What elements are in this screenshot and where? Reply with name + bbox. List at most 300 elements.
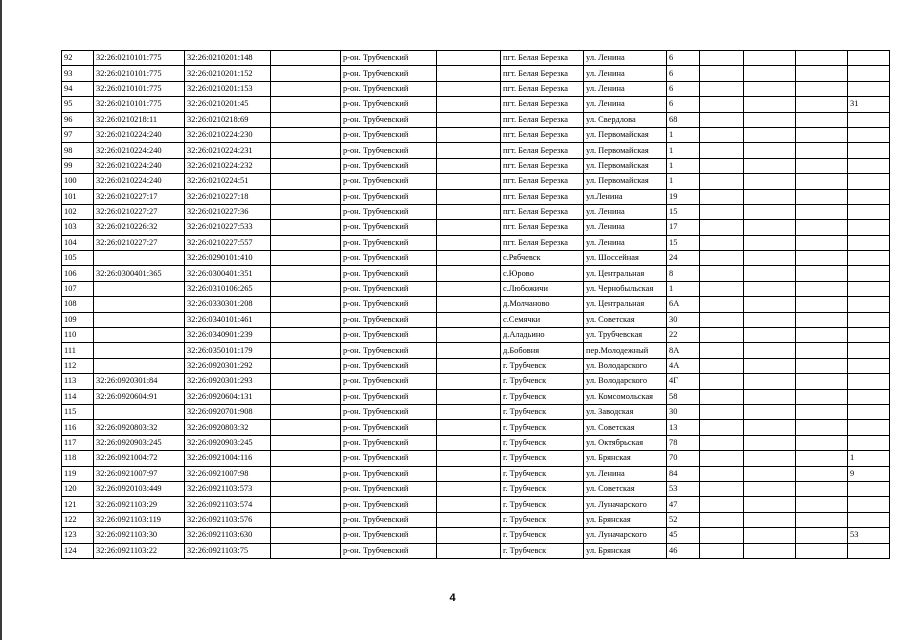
cell-street: ул. Ленина — [584, 220, 667, 235]
cell-settlement: пгт. Белая Березка — [501, 158, 584, 173]
cell-apartment-number — [848, 297, 890, 312]
cell-source-cadastral-number: 32:26:0210224:240 — [94, 127, 185, 142]
cell-district: р-он. Трубчевский — [341, 512, 437, 527]
cell-blank-col-a — [271, 66, 341, 81]
cell-blank-col-d — [744, 312, 796, 327]
cell-source-cadastral-number: 32:26:0921004:72 — [94, 451, 185, 466]
cell-blank-col-c — [700, 266, 744, 281]
cell-cadastral-number: 32:26:0310106:265 — [185, 281, 271, 296]
cell-settlement: пгт. Белая Березка — [501, 189, 584, 204]
cell-cadastral-number: 32:26:0921103:573 — [185, 481, 271, 496]
table-row — [62, 466, 890, 481]
cell-district: р-он. Трубчевский — [341, 420, 437, 435]
cell-street: ул. Ленина — [584, 466, 667, 481]
table-row — [62, 512, 890, 527]
cell-cadastral-number: 32:26:0920301:292 — [185, 358, 271, 373]
cell-settlement: г. Трубчевск — [501, 466, 584, 481]
cell-district: р-он. Трубчевский — [341, 251, 437, 266]
cell-row-number: 120 — [62, 481, 94, 496]
cell-blank-col-e — [796, 497, 848, 512]
cell-cadastral-number: 32:26:0210224:232 — [185, 158, 271, 173]
cell-settlement: г. Трубчевск — [501, 512, 584, 527]
scan-left-edge — [0, 0, 2, 640]
cell-blank-col-a — [271, 51, 341, 66]
cell-settlement: г. Трубчевск — [501, 404, 584, 419]
cell-blank-col-b — [437, 235, 501, 250]
cell-settlement: пгт. Белая Березка — [501, 204, 584, 219]
cell-district: р-он. Трубчевский — [341, 127, 437, 142]
cell-district: р-он. Трубчевский — [341, 281, 437, 296]
cell-house-number: 6 — [667, 51, 700, 66]
cell-blank-col-a — [271, 158, 341, 173]
cell-cadastral-number: 32:26:0330301:208 — [185, 297, 271, 312]
cell-blank-col-a — [271, 466, 341, 481]
cell-blank-col-e — [796, 220, 848, 235]
cell-blank-col-a — [271, 389, 341, 404]
cell-house-number: 70 — [667, 451, 700, 466]
cell-apartment-number — [848, 404, 890, 419]
cell-blank-col-b — [437, 266, 501, 281]
cell-blank-col-b — [437, 51, 501, 66]
cell-source-cadastral-number: 32:26:0210101:775 — [94, 51, 185, 66]
cell-blank-col-b — [437, 374, 501, 389]
cell-blank-col-c — [700, 297, 744, 312]
cell-house-number: 1 — [667, 281, 700, 296]
cell-row-number: 95 — [62, 97, 94, 112]
cell-blank-col-b — [437, 312, 501, 327]
cell-street: пер.Молодежный — [584, 343, 667, 358]
cell-settlement: г. Трубчевск — [501, 358, 584, 373]
cell-district: р-он. Трубчевский — [341, 266, 437, 281]
cell-blank-col-d — [744, 266, 796, 281]
cell-street: ул. Заводская — [584, 404, 667, 419]
cell-district: р-он. Трубчевский — [341, 358, 437, 373]
cell-blank-col-d — [744, 481, 796, 496]
cell-street: ул. Советская — [584, 481, 667, 496]
cell-district: р-он. Трубчевский — [341, 66, 437, 81]
cell-blank-col-d — [744, 281, 796, 296]
cell-blank-col-a — [271, 343, 341, 358]
table-row — [62, 312, 890, 327]
cell-cadastral-number: 32:26:0210218:69 — [185, 112, 271, 127]
cell-blank-col-b — [437, 174, 501, 189]
cell-source-cadastral-number: 32:26:0210101:775 — [94, 81, 185, 96]
cell-source-cadastral-number: 32:26:0921103:29 — [94, 497, 185, 512]
cell-district: р-он. Трубчевский — [341, 158, 437, 173]
cell-district: р-он. Трубчевский — [341, 297, 437, 312]
cell-source-cadastral-number: 32:26:0210218:11 — [94, 112, 185, 127]
cell-settlement: г. Трубчевск — [501, 528, 584, 543]
cell-blank-col-a — [271, 251, 341, 266]
cell-cadastral-number: 32:26:0921004:116 — [185, 451, 271, 466]
cell-blank-col-c — [700, 81, 744, 96]
cell-street: ул. Брянская — [584, 543, 667, 558]
cell-blank-col-c — [700, 112, 744, 127]
registry-table-body — [62, 51, 890, 559]
cell-street: ул. Трубчевская — [584, 328, 667, 343]
cell-row-number: 112 — [62, 358, 94, 373]
cell-blank-col-c — [700, 404, 744, 419]
cell-row-number: 115 — [62, 404, 94, 419]
cell-cadastral-number: 32:26:0921103:576 — [185, 512, 271, 527]
cell-blank-col-a — [271, 528, 341, 543]
cell-blank-col-e — [796, 512, 848, 527]
cell-blank-col-b — [437, 204, 501, 219]
cell-district: р-он. Трубчевский — [341, 189, 437, 204]
cell-street: ул. Брянская — [584, 451, 667, 466]
cell-blank-col-e — [796, 528, 848, 543]
table-row — [62, 389, 890, 404]
table-row — [62, 235, 890, 250]
cell-settlement: пгт. Белая Березка — [501, 220, 584, 235]
cell-house-number: 15 — [667, 204, 700, 219]
cell-blank-col-c — [700, 343, 744, 358]
cell-blank-col-b — [437, 358, 501, 373]
cell-street: ул. Луначарского — [584, 497, 667, 512]
cell-blank-col-d — [744, 404, 796, 419]
cell-cadastral-number: 32:26:0210201:152 — [185, 66, 271, 81]
cell-house-number: 1 — [667, 127, 700, 142]
cell-apartment-number — [848, 420, 890, 435]
cell-apartment-number — [848, 51, 890, 66]
cell-row-number: 103 — [62, 220, 94, 235]
cell-cadastral-number: 32:26:0210224:230 — [185, 127, 271, 142]
cell-blank-col-d — [744, 451, 796, 466]
cell-blank-col-a — [271, 220, 341, 235]
table-row — [62, 328, 890, 343]
cell-blank-col-b — [437, 328, 501, 343]
cell-row-number: 111 — [62, 343, 94, 358]
cell-district: р-он. Трубчевский — [341, 112, 437, 127]
cell-blank-col-c — [700, 204, 744, 219]
cell-settlement: г. Трубчевск — [501, 435, 584, 450]
cell-row-number: 114 — [62, 389, 94, 404]
cell-street: ул. Центральная — [584, 297, 667, 312]
cell-district: р-он. Трубчевский — [341, 481, 437, 496]
cell-street: ул. Ленина — [584, 66, 667, 81]
table-row — [62, 127, 890, 142]
cell-street: ул. Октябрьская — [584, 435, 667, 450]
cell-settlement: д.Бобовня — [501, 343, 584, 358]
cell-cadastral-number: 32:26:0210201:153 — [185, 81, 271, 96]
cell-district: р-он. Трубчевский — [341, 312, 437, 327]
cell-blank-col-d — [744, 297, 796, 312]
cell-source-cadastral-number: 32:26:0210227:27 — [94, 235, 185, 250]
cell-blank-col-e — [796, 251, 848, 266]
cell-source-cadastral-number — [94, 328, 185, 343]
cell-blank-col-d — [744, 328, 796, 343]
cell-cadastral-number: 32:26:0210227:36 — [185, 204, 271, 219]
cell-blank-col-e — [796, 297, 848, 312]
cell-blank-col-b — [437, 251, 501, 266]
cell-street: ул.Ленина — [584, 189, 667, 204]
cell-street: ул. Ленина — [584, 97, 667, 112]
cell-house-number: 53 — [667, 481, 700, 496]
table-row — [62, 251, 890, 266]
cell-blank-col-d — [744, 251, 796, 266]
cell-house-number: 8А — [667, 343, 700, 358]
table-row — [62, 66, 890, 81]
cell-blank-col-d — [744, 143, 796, 158]
cell-blank-col-b — [437, 497, 501, 512]
cell-apartment-number — [848, 235, 890, 250]
cell-street: ул. Ленина — [584, 235, 667, 250]
cell-blank-col-d — [744, 343, 796, 358]
cell-house-number: 78 — [667, 435, 700, 450]
cell-house-number: 15 — [667, 235, 700, 250]
cell-district: р-он. Трубчевский — [341, 97, 437, 112]
cell-settlement: пгт. Белая Березка — [501, 143, 584, 158]
cell-house-number: 45 — [667, 528, 700, 543]
cell-house-number: 6 — [667, 81, 700, 96]
cell-blank-col-c — [700, 312, 744, 327]
cell-row-number: 122 — [62, 512, 94, 527]
cell-house-number: 84 — [667, 466, 700, 481]
table-row — [62, 420, 890, 435]
cell-blank-col-d — [744, 374, 796, 389]
cell-street: ул. Центральная — [584, 266, 667, 281]
table-row — [62, 543, 890, 558]
cell-settlement: г. Трубчевск — [501, 543, 584, 558]
cell-blank-col-e — [796, 189, 848, 204]
cell-cadastral-number: 32:26:0921103:574 — [185, 497, 271, 512]
cell-blank-col-c — [700, 174, 744, 189]
cell-settlement: г. Трубчевск — [501, 420, 584, 435]
cell-source-cadastral-number — [94, 358, 185, 373]
table-row — [62, 51, 890, 66]
table-row — [62, 497, 890, 512]
cell-district: р-он. Трубчевский — [341, 143, 437, 158]
cell-house-number: 19 — [667, 189, 700, 204]
cell-settlement: пгт. Белая Березка — [501, 81, 584, 96]
cell-house-number: 46 — [667, 543, 700, 558]
cell-district: р-он. Трубчевский — [341, 374, 437, 389]
cell-row-number: 121 — [62, 497, 94, 512]
cell-street: ул. Советская — [584, 312, 667, 327]
cell-apartment-number — [848, 112, 890, 127]
cell-blank-col-c — [700, 281, 744, 296]
cell-blank-col-c — [700, 220, 744, 235]
cell-blank-col-a — [271, 404, 341, 419]
cell-blank-col-c — [700, 127, 744, 142]
cell-blank-col-e — [796, 51, 848, 66]
cell-row-number: 104 — [62, 235, 94, 250]
cell-source-cadastral-number: 32:26:0920903:245 — [94, 435, 185, 450]
cell-blank-col-a — [271, 189, 341, 204]
cell-source-cadastral-number — [94, 404, 185, 419]
cell-street: ул. Первомайская — [584, 158, 667, 173]
cell-blank-col-c — [700, 481, 744, 496]
cell-settlement: г. Трубчевск — [501, 389, 584, 404]
cell-row-number: 102 — [62, 204, 94, 219]
cell-cadastral-number: 32:26:0920903:245 — [185, 435, 271, 450]
cell-blank-col-a — [271, 266, 341, 281]
cell-blank-col-a — [271, 174, 341, 189]
cell-source-cadastral-number: 32:26:0210227:27 — [94, 204, 185, 219]
cell-apartment-number — [848, 481, 890, 496]
cell-blank-col-b — [437, 81, 501, 96]
cell-house-number: 68 — [667, 112, 700, 127]
cell-blank-col-b — [437, 281, 501, 296]
cell-blank-col-e — [796, 174, 848, 189]
cell-row-number: 106 — [62, 266, 94, 281]
cell-blank-col-b — [437, 97, 501, 112]
cell-blank-col-c — [700, 435, 744, 450]
cell-blank-col-e — [796, 281, 848, 296]
cell-district: р-он. Трубчевский — [341, 235, 437, 250]
cell-blank-col-e — [796, 312, 848, 327]
cell-cadastral-number: 32:26:0210201:45 — [185, 97, 271, 112]
cell-apartment-number: 9 — [848, 466, 890, 481]
cell-district: р-он. Трубчевский — [341, 466, 437, 481]
table-row — [62, 481, 890, 496]
cell-blank-col-e — [796, 481, 848, 496]
cell-street: ул. Советская — [584, 420, 667, 435]
cell-blank-col-d — [744, 497, 796, 512]
cell-blank-col-d — [744, 158, 796, 173]
cell-row-number: 119 — [62, 466, 94, 481]
cell-blank-col-b — [437, 343, 501, 358]
cell-apartment-number — [848, 389, 890, 404]
cell-blank-col-a — [271, 204, 341, 219]
cell-house-number: 30 — [667, 312, 700, 327]
cell-blank-col-a — [271, 328, 341, 343]
cell-blank-col-e — [796, 466, 848, 481]
cell-blank-col-e — [796, 266, 848, 281]
cell-house-number: 4Г — [667, 374, 700, 389]
cell-cadastral-number: 32:26:0340901:239 — [185, 328, 271, 343]
cell-blank-col-e — [796, 143, 848, 158]
cell-settlement: пгт. Белая Березка — [501, 66, 584, 81]
cell-source-cadastral-number — [94, 312, 185, 327]
cell-blank-col-c — [700, 543, 744, 558]
cell-district: р-он. Трубчевский — [341, 204, 437, 219]
cell-settlement: д.Аладьино — [501, 328, 584, 343]
cell-apartment-number: 31 — [848, 97, 890, 112]
cell-blank-col-c — [700, 97, 744, 112]
cell-blank-col-c — [700, 374, 744, 389]
cell-blank-col-e — [796, 435, 848, 450]
property-registry-table — [61, 50, 890, 559]
cell-blank-col-c — [700, 420, 744, 435]
cell-blank-col-b — [437, 451, 501, 466]
cell-row-number: 113 — [62, 374, 94, 389]
cell-blank-col-c — [700, 251, 744, 266]
cell-cadastral-number: 32:26:0210227:557 — [185, 235, 271, 250]
cell-row-number: 110 — [62, 328, 94, 343]
cell-source-cadastral-number: 32:26:0920301:84 — [94, 374, 185, 389]
cell-cadastral-number: 32:26:0290101:410 — [185, 251, 271, 266]
cell-row-number: 98 — [62, 143, 94, 158]
cell-settlement: г. Трубчевск — [501, 451, 584, 466]
cell-cadastral-number: 32:26:0920301:293 — [185, 374, 271, 389]
cell-row-number: 105 — [62, 251, 94, 266]
cell-blank-col-d — [744, 51, 796, 66]
cell-apartment-number — [848, 266, 890, 281]
cell-street: ул. Луначарского — [584, 528, 667, 543]
cell-blank-col-c — [700, 358, 744, 373]
cell-row-number: 99 — [62, 158, 94, 173]
cell-settlement: пгт. Белая Березка — [501, 127, 584, 142]
cell-district: р-он. Трубчевский — [341, 343, 437, 358]
cell-settlement: пгт. Белая Березка — [501, 235, 584, 250]
cell-cadastral-number: 32:26:0210224:51 — [185, 174, 271, 189]
cell-blank-col-a — [271, 81, 341, 96]
cell-settlement: г. Трубчевск — [501, 374, 584, 389]
cell-house-number: 1 — [667, 143, 700, 158]
cell-blank-col-b — [437, 543, 501, 558]
cell-blank-col-e — [796, 127, 848, 142]
cell-cadastral-number: 32:26:0920803:32 — [185, 420, 271, 435]
cell-blank-col-d — [744, 81, 796, 96]
cell-row-number: 93 — [62, 66, 94, 81]
cell-street: ул. Первомайская — [584, 127, 667, 142]
cell-cadastral-number: 32:26:0921103:75 — [185, 543, 271, 558]
cell-row-number: 124 — [62, 543, 94, 558]
cell-blank-col-a — [271, 112, 341, 127]
cell-blank-col-a — [271, 297, 341, 312]
cell-district: р-он. Трубчевский — [341, 497, 437, 512]
cell-blank-col-a — [271, 481, 341, 496]
cell-settlement: г. Трубчевск — [501, 497, 584, 512]
cell-cadastral-number: 32:26:0210227:18 — [185, 189, 271, 204]
cell-blank-col-b — [437, 66, 501, 81]
cell-settlement: пгт. Белая Березка — [501, 97, 584, 112]
cell-cadastral-number: 32:26:0210227:533 — [185, 220, 271, 235]
cell-house-number: 6 — [667, 66, 700, 81]
cell-apartment-number — [848, 204, 890, 219]
cell-apartment-number: 53 — [848, 528, 890, 543]
cell-blank-col-c — [700, 328, 744, 343]
cell-settlement: пгт. Белая Березка — [501, 112, 584, 127]
cell-source-cadastral-number — [94, 343, 185, 358]
cell-street: ул. Ленина — [584, 81, 667, 96]
cell-apartment-number — [848, 312, 890, 327]
cell-house-number: 47 — [667, 497, 700, 512]
cell-blank-col-e — [796, 66, 848, 81]
cell-blank-col-c — [700, 451, 744, 466]
table-row — [62, 297, 890, 312]
cell-blank-col-c — [700, 528, 744, 543]
cell-source-cadastral-number: 32:26:0920604:91 — [94, 389, 185, 404]
cell-district: р-он. Трубчевский — [341, 220, 437, 235]
cell-street: ул. Чернобыльская — [584, 281, 667, 296]
table-row — [62, 220, 890, 235]
table-row — [62, 404, 890, 419]
cell-blank-col-c — [700, 497, 744, 512]
cell-cadastral-number: 32:26:0920604:131 — [185, 389, 271, 404]
cell-street: ул. Ленина — [584, 51, 667, 66]
cell-street: ул. Володарского — [584, 374, 667, 389]
cell-house-number: 6А — [667, 297, 700, 312]
cell-blank-col-a — [271, 451, 341, 466]
cell-settlement: пгт. Белая Березка — [501, 51, 584, 66]
cell-house-number: 22 — [667, 328, 700, 343]
cell-district: р-он. Трубчевский — [341, 528, 437, 543]
cell-cadastral-number: 32:26:0920701:908 — [185, 404, 271, 419]
cell-apartment-number — [848, 251, 890, 266]
cell-source-cadastral-number: 32:26:0210224:240 — [94, 143, 185, 158]
cell-house-number: 17 — [667, 220, 700, 235]
cell-apartment-number — [848, 81, 890, 96]
cell-house-number: 52 — [667, 512, 700, 527]
cell-settlement: пгт. Белая Березка — [501, 174, 584, 189]
table-row — [62, 174, 890, 189]
cell-source-cadastral-number: 32:26:0210101:775 — [94, 66, 185, 81]
cell-blank-col-a — [271, 143, 341, 158]
cell-row-number: 96 — [62, 112, 94, 127]
cell-apartment-number — [848, 220, 890, 235]
